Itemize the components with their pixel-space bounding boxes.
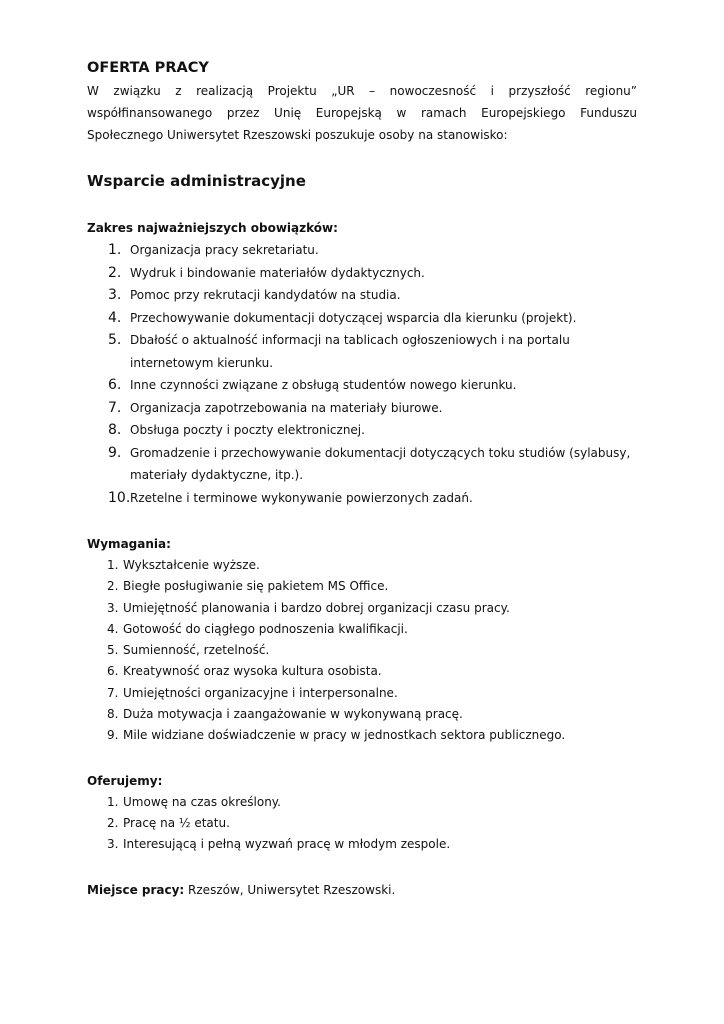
duty-text: Inne czynności związane z obsługą studentów nowego kierunku. (130, 378, 517, 392)
requirement-text: Sumienność, rzetelność. (123, 643, 270, 658)
duty-item (87, 307, 637, 330)
requirement-item (87, 725, 637, 746)
requirements-list (87, 555, 637, 747)
duty-number: 6. (108, 377, 122, 393)
requirement-text: Wykształcenie wyższe. (123, 558, 260, 572)
requirement-number: 8. (107, 707, 119, 722)
workplace-label: Miejsce pracy: (87, 882, 185, 897)
workplace-value: Rzeszów, Uniwersytet Rzeszowski. (188, 882, 396, 897)
duty-item (87, 442, 637, 487)
offer-item (87, 834, 637, 855)
requirement-number: 4. (107, 621, 119, 636)
requirement-number: 2. (107, 579, 119, 594)
duties-heading: Zakres najważniejszych obowiązków: (87, 221, 338, 235)
duty-item (87, 239, 637, 262)
duty-text: Dbałość o aktualność informacji na tablicach ogłoszeniowych i na portalu internetowym kierunku. (130, 333, 570, 370)
requirement-item (87, 576, 637, 597)
duty-number: 9. (108, 444, 122, 461)
requirement-text: Mile widziane doświadczenie w pracy w jednostkach sektora publicznego. (123, 728, 566, 743)
requirement-text: Gotowość do ciągłego podnoszenia kwalifikacji. (123, 621, 408, 636)
duty-item (87, 397, 637, 420)
requirement-number: 9. (107, 728, 119, 743)
duty-text: Obsługa poczty i poczty elektronicznej. (130, 423, 365, 437)
duty-text: Wydruk i bindowanie materiałów dydaktycznych. (130, 265, 425, 280)
requirement-item (87, 683, 637, 704)
requirement-text: Biegłe posługiwanie się pakietem MS Office. (123, 579, 389, 594)
duty-number: 8. (108, 422, 122, 438)
requirement-number: 5. (107, 643, 119, 658)
requirement-number: 7. (107, 685, 119, 700)
offer-heading: Oferujemy: (87, 773, 163, 788)
offer-number: 3. (107, 837, 119, 852)
duty-number: 2. (108, 264, 122, 281)
duty-number: 4. (108, 309, 122, 326)
requirement-item (87, 704, 637, 725)
requirement-text: Umiejętność planowania i bardzo dobrej organizacji czasu pracy. (123, 600, 510, 615)
duties-list (87, 239, 637, 509)
duty-text: Przechowywanie dokumentacji dotyczącej wsparcia dla kierunku (projekt). (130, 310, 577, 325)
duty-text: Organizacja zapotrzebowania na materiały biurowe. (130, 400, 443, 415)
offer-list (87, 792, 637, 856)
duty-text: Rzetelne i terminowe wykonywanie powierzonych zadań. (130, 490, 473, 505)
offer-item (87, 792, 637, 813)
requirement-text: Duża motywacja i zaangażowanie w wykonywaną pracę. (123, 707, 463, 722)
duty-number: 7. (108, 399, 122, 416)
requirement-item (87, 598, 637, 619)
offer-number: 2. (107, 815, 119, 830)
requirement-number: 6. (107, 664, 119, 679)
requirement-item (87, 619, 637, 640)
duty-number: 5. (108, 332, 122, 348)
duty-text: Organizacja pracy sekretariatu. (130, 243, 319, 257)
duty-item (87, 262, 637, 285)
duty-number: 1. (108, 242, 122, 258)
requirement-item (87, 640, 637, 661)
duty-number: 10. (108, 489, 131, 506)
requirement-text: Umiejętności organizacyjne i interpersonalne. (123, 685, 398, 700)
requirement-text: Kreatywność oraz wysoka kultura osobista. (123, 664, 382, 679)
duty-text: Gromadzenie i przechowywanie dokumentacji dotyczących toku studiów (sylabusy, materiały dydaktyczne, itp.). (130, 445, 631, 482)
duty-item (87, 374, 637, 397)
offer-text: Umowę na czas określony. (123, 794, 281, 809)
duty-text: Pomoc przy rekrutacji kandydatów na studia. (130, 288, 401, 302)
duty-item (87, 419, 637, 442)
duty-item (87, 329, 637, 374)
requirement-item (87, 661, 637, 682)
duty-item (87, 284, 637, 307)
offer-item (87, 813, 637, 834)
duty-number: 3. (108, 287, 122, 303)
requirement-number: 1. (107, 558, 119, 572)
offer-text: Pracę na ½ etatu. (123, 815, 230, 830)
requirement-item (87, 555, 637, 576)
offer-number: 1. (107, 794, 119, 809)
intro-paragraph: W związku z realizacją Projektu „UR – nowoczesność i przyszłość regionu” współfinansowanego przez Unię Europejską w ramach Europejskiego Funduszu Społecznego Uniwersytet Rzeszowski poszukuje osoby na stanowisko: (87, 84, 637, 142)
offer-text: Interesującą i pełną wyzwań pracę w młodym zespole. (123, 837, 451, 852)
workplace-line (87, 879, 637, 901)
job-offer-document (87, 56, 637, 913)
requirement-number: 3. (107, 600, 119, 615)
duty-item (87, 487, 637, 510)
document-title: OFERTA PRACY (87, 60, 209, 76)
position-title: Wsparcie administracyjne (87, 172, 306, 190)
requirements-heading: Wymagania: (87, 537, 171, 551)
